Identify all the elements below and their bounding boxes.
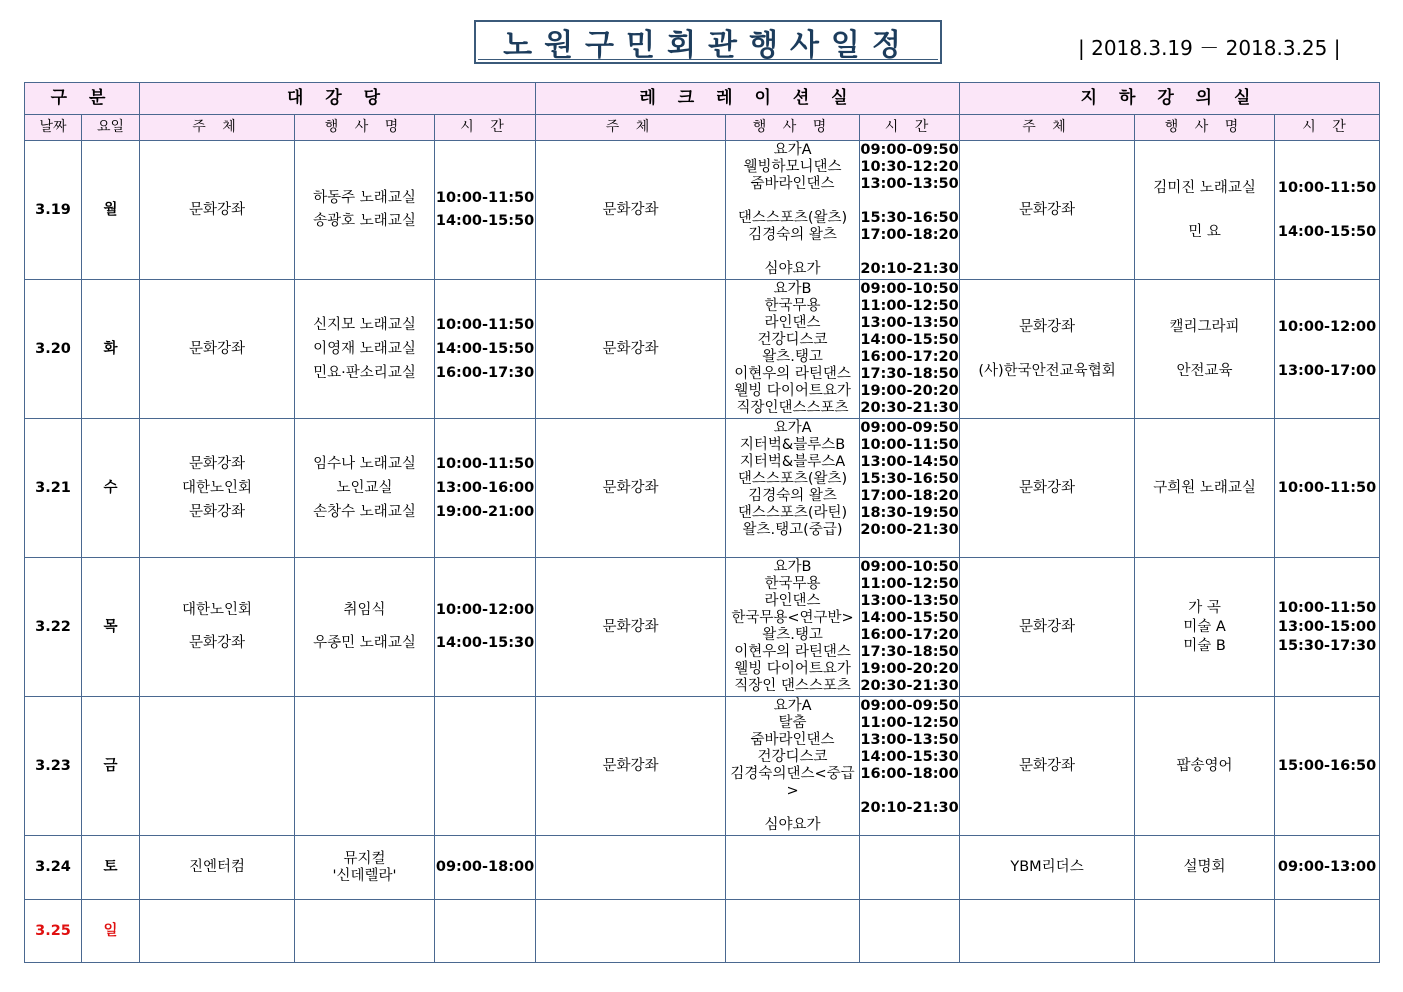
hall-event-cell: [295, 419, 435, 558]
rec-host-cell: [536, 836, 726, 900]
rec-event: 한국무용: [764, 297, 821, 314]
hall-host-cell-line: 문화강좌: [189, 503, 246, 520]
rec-time: 16:00-17:20: [860, 348, 959, 365]
rec-event: 지터벅&블루스A: [739, 453, 846, 470]
rec-time: 09:00-09:50: [860, 419, 959, 436]
hall-event-cell-line: 노인교실: [336, 479, 393, 496]
hall-host-cell: [140, 419, 295, 558]
hall-time-cell: [435, 141, 536, 280]
basement-event-cell: [1135, 836, 1275, 900]
header-host: 주 체: [960, 115, 1135, 141]
basement-time-cell-lines: [1275, 758, 1379, 775]
schedule-table: [24, 82, 1380, 963]
hall-time-cell-lines: [435, 317, 535, 382]
hall-time-cell: [435, 558, 536, 697]
basement-time-cell: [1275, 900, 1380, 963]
hall-event-cell-line: 송광호 노래교실: [313, 213, 416, 229]
hall-time-cell-line: 10:00-11:50: [435, 316, 535, 333]
date-cell: 3.24: [25, 836, 82, 900]
rec-time-list: [860, 419, 959, 558]
day-cell: 화: [82, 280, 140, 419]
hall-event-cell: [295, 558, 435, 697]
day-cell: 일: [82, 900, 140, 963]
hall-host-cell: [140, 141, 295, 280]
basement-host-cell-lines: [960, 480, 1134, 497]
rec-time: 14:00-15:30: [860, 748, 959, 765]
hall-event-cell: [295, 900, 435, 963]
rec-time: 20:00-21:30: [860, 521, 959, 538]
basement-event-cell-lines: [1135, 480, 1274, 497]
basement-host-cell: [960, 280, 1135, 419]
rec-event-gap: [726, 244, 859, 261]
basement-event-cell: [1135, 280, 1275, 419]
basement-host-cell-line: 문화강좌: [1019, 757, 1076, 774]
rec-event-list: [726, 419, 859, 558]
day-cell: 수: [82, 419, 140, 558]
rec-time: 20:30-21:30: [860, 677, 959, 694]
hall-time-cell: [435, 419, 536, 558]
rec-time: 19:00-20:20: [860, 660, 959, 677]
rec-event-list: [726, 280, 859, 419]
rec-time: 17:30-18:50: [860, 365, 959, 382]
basement-time-cell-line: 10:00-12:00: [1277, 318, 1377, 335]
rec-event: 직장인댄스스포츠: [736, 399, 849, 416]
basement-event-cell: [1135, 900, 1275, 963]
basement-time-cell-lines: [1275, 859, 1379, 876]
hall-time-cell-line: 13:00-16:00: [435, 479, 535, 496]
hall-time-cell-line: 16:00-17:30: [435, 364, 535, 381]
basement-time-cell: [1275, 141, 1380, 280]
rec-event-cell: [726, 280, 860, 419]
basement-time-cell-line: 15:00-16:50: [1277, 757, 1377, 774]
rec-event-gap: [726, 800, 859, 817]
date-cell: 3.20: [25, 280, 82, 419]
basement-event-cell-line: 구희원 노래교실: [1153, 479, 1256, 496]
basement-event-cell-line: 캘리그라피: [1169, 318, 1240, 335]
rec-time-list: [860, 697, 959, 836]
rec-event: 직장인 댄스스포츠: [734, 677, 851, 694]
basement-event-cell: [1135, 141, 1275, 280]
rec-event: 왈츠.탱고(중급): [742, 521, 843, 538]
hall-event-cell-line: 민요·판소리교실: [313, 364, 416, 381]
basement-event-cell-lines: [1135, 859, 1274, 876]
rec-time: 20:10-21:30: [860, 799, 959, 816]
basement-host-cell-lines: [960, 619, 1134, 636]
basement-host-cell-lines: [960, 859, 1134, 876]
hall-event-cell-line: 우종민 노래교실: [313, 635, 416, 651]
basement-time-cell: [1275, 419, 1380, 558]
hall-time-cell-line: 10:00-11:50: [435, 190, 535, 206]
rec-event-cell: [726, 900, 860, 963]
basement-event-cell-line: 미술 A: [1183, 618, 1226, 635]
rec-event: 댄스스포츠(왈츠): [737, 470, 848, 487]
hall-host-cell-lines: [140, 602, 294, 652]
date-cell: 3.19: [25, 141, 82, 280]
hall-host-cell: [140, 697, 295, 836]
basement-host-cell: [960, 419, 1135, 558]
rec-event: 라인댄스: [764, 592, 821, 609]
rec-time: 11:00-12:50: [860, 575, 959, 592]
rec-event: 웰빙 다이어트요가: [734, 660, 851, 677]
rec-time: 20:30-21:30: [860, 399, 959, 416]
basement-event-cell-lines: [1135, 600, 1274, 655]
hall-time-cell-line: 09:00-18:00: [435, 859, 535, 875]
basement-event-cell-lines: [1135, 319, 1274, 380]
rec-event: 이현우의 라틴댄스: [734, 643, 851, 660]
rec-time-list: [860, 558, 959, 697]
basement-host-cell: [960, 900, 1135, 963]
rec-event: 요가A: [773, 419, 812, 436]
basement-event-cell-lines: [1135, 758, 1274, 775]
rec-host-cell: [536, 900, 726, 963]
rec-time: 09:00-10:50: [860, 558, 959, 575]
rec-event-gap: [726, 193, 859, 210]
hall-time-cell-line: 19:00-21:00: [435, 503, 535, 520]
header-event: 행 사 명: [726, 115, 860, 141]
basement-event-cell-lines: [1135, 180, 1274, 241]
hall-host-cell-line: 문화강좌: [189, 340, 246, 357]
basement-host-cell-line: 문화강좌: [1019, 479, 1076, 496]
rec-host-cell: 문화강좌: [536, 697, 726, 836]
hall-event-cell-lines: [295, 456, 434, 521]
rec-event-cell: [726, 419, 860, 558]
day-cell: 금: [82, 697, 140, 836]
rec-time: 16:00-18:00: [860, 765, 959, 782]
header-host: 주 체: [536, 115, 726, 141]
hall-time-cell: [435, 280, 536, 419]
basement-host-cell-line: YBM리더스: [1010, 859, 1084, 875]
rec-event: 요가B: [773, 280, 812, 297]
rec-event-list: [726, 141, 859, 280]
hall-host-cell-line: 문화강좌: [189, 201, 246, 218]
basement-host-cell-lines: [960, 758, 1134, 775]
basement-time-cell: [1275, 697, 1380, 836]
hall-host-cell-line: 문화강좌: [189, 455, 246, 472]
header-row-columns: [25, 115, 1380, 141]
hall-host-cell: [140, 900, 295, 963]
basement-host-cell-line: (사)한국안전교육협회: [978, 362, 1116, 379]
rec-time: 13:00-13:50: [860, 314, 959, 331]
hall-time-cell-line: 10:00-11:50: [435, 455, 535, 472]
rec-event: 웰빙하모니댄스: [743, 158, 842, 175]
hall-host-cell: [140, 280, 295, 419]
hall-host-cell-line: 문화강좌: [189, 635, 246, 651]
date-cell: 3.23: [25, 697, 82, 836]
rec-time: 15:30-16:50: [860, 470, 959, 487]
rec-event-cell: [726, 141, 860, 280]
rec-event: 이현우의 라틴댄스: [734, 365, 851, 382]
basement-time-cell: [1275, 280, 1380, 419]
hall-time-cell: [435, 697, 536, 836]
basement-time-cell-lines: [1275, 180, 1379, 241]
rec-time: 10:00-11:50: [860, 436, 959, 453]
hall-time-cell: [435, 836, 536, 900]
hall-time-cell: [435, 900, 536, 963]
hall-event-cell-line: 손창수 노래교실: [313, 503, 416, 520]
hall-event-cell-line: 임수나 노래교실: [313, 455, 416, 472]
date-range: | 2018.3.19 － 2018.3.25 |: [1078, 36, 1341, 60]
rec-time: 18:30-19:50: [860, 504, 959, 521]
rec-time: 11:00-12:50: [860, 297, 959, 314]
rec-time: 19:00-20:20: [860, 382, 959, 399]
hall-host-cell: [140, 558, 295, 697]
rec-host-cell: 문화강좌: [536, 141, 726, 280]
rec-event: 건강디스코: [757, 748, 828, 765]
rec-event: 요가A: [773, 697, 812, 714]
hall-time-cell-line: 14:00-15:30: [435, 635, 535, 651]
rec-event: 김경숙의댄스<중급>: [730, 765, 855, 799]
day-cell: 월: [82, 141, 140, 280]
schedule-row: [25, 836, 1380, 900]
header-time: 시 간: [435, 115, 536, 141]
rec-event: 심야요가: [764, 816, 821, 833]
rec-event: 한국무용<연구반>: [731, 609, 854, 626]
header-time: 시 간: [1275, 115, 1380, 141]
rec-event: 줌바라인댄스: [750, 175, 835, 192]
rec-time: 13:00-13:50: [860, 592, 959, 609]
schedule-row: [25, 141, 1380, 280]
rec-event: 요가B: [773, 558, 812, 575]
hall-event-cell: [295, 697, 435, 836]
hall-time-cell-lines: [435, 456, 535, 521]
rec-time: 14:00-15:50: [860, 609, 959, 626]
rec-time-list: [860, 836, 959, 900]
hall-event-cell-line: '신데렐라': [332, 867, 397, 884]
rec-event: 라인댄스: [764, 314, 821, 331]
hall-event-cell-lines: [295, 602, 434, 652]
date-cell: 3.22: [25, 558, 82, 697]
hall-event-cell-lines: [295, 190, 434, 230]
basement-event-cell-line: 팝송영어: [1176, 757, 1233, 774]
rec-event: 댄스스포츠(왈츠): [737, 209, 848, 226]
header-host: 주 체: [140, 115, 295, 141]
header-event: 행 사 명: [295, 115, 435, 141]
rec-time: 13:00-13:50: [860, 731, 959, 748]
rec-host-cell: 문화강좌: [536, 419, 726, 558]
basement-time-cell-line: 13:00-15:00: [1277, 618, 1377, 635]
page-title: 노원구민회관행사일정: [474, 20, 942, 64]
schedule-row: [25, 697, 1380, 836]
basement-event-cell: [1135, 419, 1275, 558]
hall-host-cell-line: 진엔터컴: [189, 859, 246, 875]
basement-host-cell-lines: [960, 319, 1134, 380]
header-recreation-room: 레 크 레 이 션 실: [536, 83, 960, 115]
basement-host-cell: [960, 141, 1135, 280]
rec-event: 웰빙 다이어트요가: [734, 382, 851, 399]
rec-time-list: [860, 141, 959, 280]
hall-host-cell-lines: [140, 859, 294, 876]
hall-host-cell-line: 대한노인회: [181, 602, 253, 618]
header-hall: 대 강 당: [140, 83, 536, 115]
rec-event: 댄스스포츠(라틴): [737, 504, 848, 521]
rec-event: 탈춤: [778, 714, 807, 731]
rec-event: 한국무용: [764, 575, 821, 592]
header-date: 날짜: [25, 115, 82, 141]
rec-time: 13:00-14:50: [860, 453, 959, 470]
hall-host-cell-line: 대한노인회: [181, 479, 253, 496]
basement-time-cell-lines: [1275, 319, 1379, 380]
basement-host-cell-line: 문화강좌: [1019, 201, 1076, 218]
header-event: 행 사 명: [1135, 115, 1275, 141]
date-cell: 3.21: [25, 419, 82, 558]
rec-time-cell: [860, 900, 960, 963]
schedule-row: [25, 280, 1380, 419]
rec-event: 김경숙의 왈츠: [748, 226, 837, 243]
hall-time-cell-line: 14:00-15:50: [435, 213, 535, 229]
rec-time: 09:00-10:50: [860, 280, 959, 297]
hall-time-cell-lines: [435, 602, 535, 652]
rec-event: 건강디스코: [757, 331, 828, 348]
rec-event-list: [726, 697, 859, 836]
rec-time: 14:00-15:50: [860, 331, 959, 348]
rec-time-list: [860, 900, 959, 963]
hall-event-cell-lines: [295, 851, 434, 885]
hall-event-cell-line: 취임식: [343, 602, 386, 618]
hall-host-cell-lines: [140, 456, 294, 521]
hall-event-cell-line: 이영재 노래교실: [313, 340, 416, 357]
header-group: 구 분: [25, 83, 140, 115]
rec-time-cell: [860, 280, 960, 419]
hall-time-cell-lines: [435, 859, 535, 876]
basement-time-cell-line: 14:00-15:50: [1277, 223, 1377, 240]
basement-time-cell-line: 13:00-17:00: [1277, 362, 1377, 379]
basement-host-cell-line: 문화강좌: [1019, 318, 1076, 335]
rec-time: 17:00-18:20: [860, 226, 959, 243]
schedule-row: [25, 419, 1380, 558]
header-day: 요일: [82, 115, 140, 141]
header-basement-lecture-room: 지 하 강 의 실: [960, 83, 1380, 115]
rec-time-list: [860, 280, 959, 419]
hall-time-cell-line: 10:00-12:00: [435, 602, 535, 618]
schedule-row: [25, 900, 1380, 963]
hall-event-cell-line: 뮤지컬: [343, 850, 386, 867]
rec-time: 16:00-17:20: [860, 626, 959, 643]
basement-event-cell-line: 안전교육: [1176, 362, 1233, 379]
basement-event-cell: [1135, 558, 1275, 697]
basement-time-cell: [1275, 836, 1380, 900]
hall-event-cell: [295, 280, 435, 419]
day-cell: 토: [82, 836, 140, 900]
rec-event-list: [726, 836, 859, 900]
date-cell: 3.25: [25, 900, 82, 963]
basement-event-cell-line: 민 요: [1188, 223, 1221, 240]
basement-host-cell: [960, 558, 1135, 697]
rec-time-cell: [860, 141, 960, 280]
basement-time-cell: [1275, 558, 1380, 697]
basement-time-cell-line: 10:00-11:50: [1277, 599, 1377, 616]
hall-time-cell-line: 14:00-15:50: [435, 340, 535, 357]
basement-host-cell-lines: [960, 202, 1134, 219]
rec-time-cell: [860, 836, 960, 900]
hall-event-cell-line: 신지모 노래교실: [313, 316, 416, 333]
rec-time-cell: [860, 419, 960, 558]
basement-time-cell-line: 10:00-11:50: [1277, 179, 1377, 196]
rec-event-list: [726, 558, 859, 697]
rec-event: 김경숙의 왈츠: [748, 487, 837, 504]
rec-host-cell: 문화강좌: [536, 558, 726, 697]
rec-time: 20:10-21:30: [860, 260, 959, 277]
basement-event-cell-line: 김미진 노래교실: [1153, 179, 1256, 196]
hall-event-cell-lines: [295, 317, 434, 382]
rec-event: 지터벅&블루스B: [739, 436, 846, 453]
rec-event-cell: [726, 558, 860, 697]
hall-host-cell: [140, 836, 295, 900]
basement-time-cell-lines: [1275, 600, 1379, 655]
rec-event: 줌바라인댄스: [750, 731, 835, 748]
rec-time-cell: [860, 697, 960, 836]
rec-time: 13:00-13:50: [860, 175, 959, 192]
rec-event-cell: [726, 697, 860, 836]
rec-host-cell: 문화강좌: [536, 280, 726, 419]
rec-event: 왈츠.탱고: [762, 348, 823, 365]
header-time: 시 간: [860, 115, 960, 141]
rec-time: 15:30-16:50: [860, 209, 959, 226]
hall-host-cell-lines: [140, 341, 294, 358]
rec-event-cell: [726, 836, 860, 900]
hall-host-cell-lines: [140, 202, 294, 219]
rec-event: 심야요가: [764, 260, 821, 277]
hall-event-cell: [295, 141, 435, 280]
rec-time: 17:00-18:20: [860, 487, 959, 504]
basement-event-cell-line: 가 곡: [1188, 599, 1221, 616]
schedule-row: [25, 558, 1380, 697]
basement-time-cell-lines: [1275, 480, 1379, 497]
basement-host-cell-line: 문화강좌: [1019, 618, 1076, 635]
rec-time: 11:00-12:50: [860, 714, 959, 731]
rec-event: 왈츠.탱고: [762, 626, 823, 643]
basement-time-cell-line: 10:00-11:50: [1277, 479, 1377, 496]
rec-event-list: [726, 900, 859, 963]
rec-time: 10:30-12:20: [860, 158, 959, 175]
basement-event-cell-line: 설명회: [1183, 859, 1226, 875]
basement-event-cell-line: 미술 B: [1183, 637, 1226, 654]
basement-host-cell: [960, 836, 1135, 900]
rec-time: 09:00-09:50: [860, 697, 959, 714]
rec-time: 17:30-18:50: [860, 643, 959, 660]
rec-time-cell: [860, 558, 960, 697]
basement-time-cell-line: 15:30-17:30: [1277, 637, 1377, 654]
hall-event-cell: [295, 836, 435, 900]
day-cell: 목: [82, 558, 140, 697]
basement-time-cell-line: 09:00-13:00: [1277, 859, 1377, 875]
hall-event-cell-line: 하동주 노래교실: [313, 190, 416, 206]
header-row-sections: [25, 83, 1380, 115]
hall-time-cell-lines: [435, 190, 535, 230]
rec-time: 09:00-09:50: [860, 141, 959, 158]
basement-host-cell: [960, 697, 1135, 836]
rec-event: 요가A: [773, 141, 812, 158]
basement-event-cell: [1135, 697, 1275, 836]
